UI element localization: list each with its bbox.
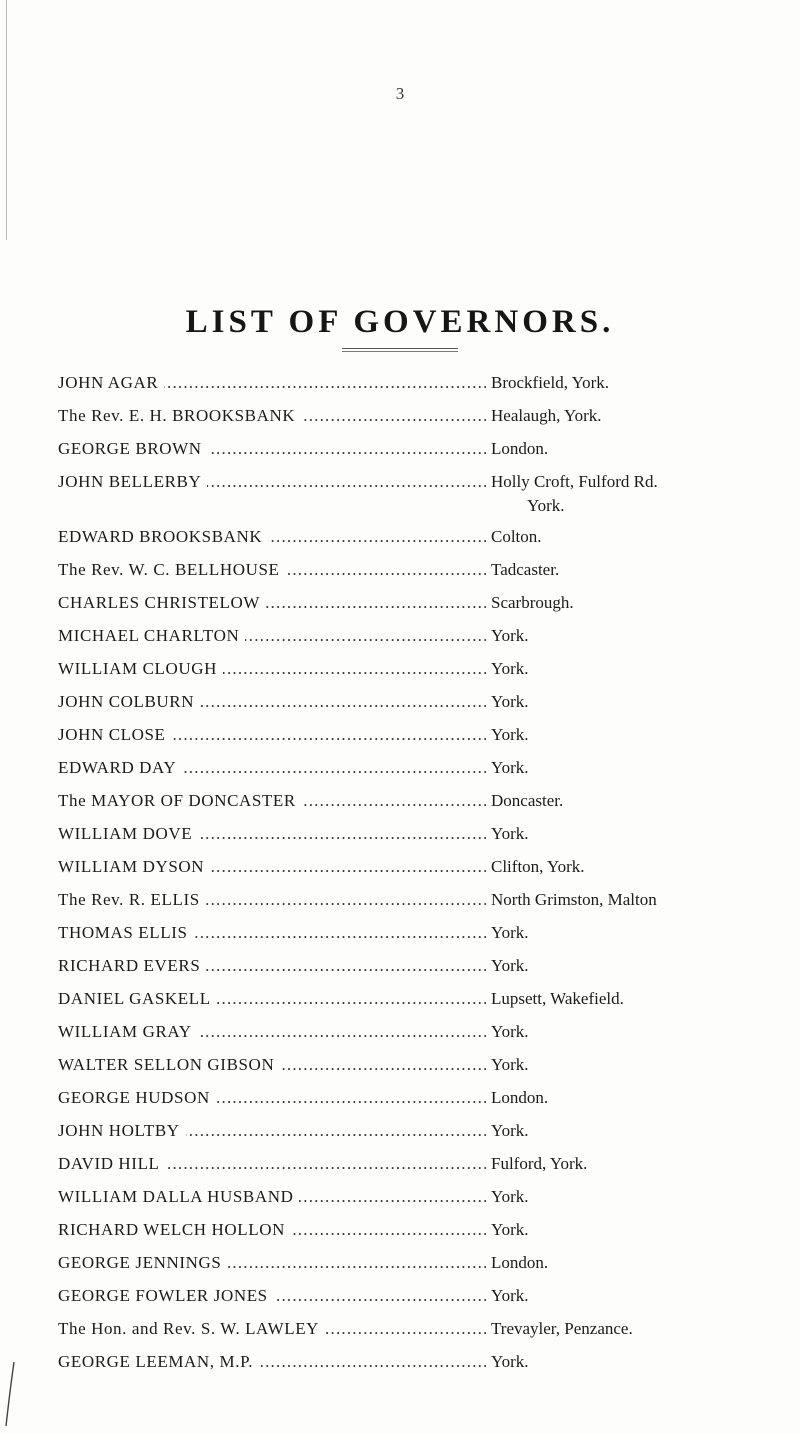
governor-place: Scarbrough. [491,593,574,612]
list-item [0,525,800,558]
title-rule [342,348,458,349]
governor-name: WILLIAM DALLA HUSBAND ..... [58,1185,486,1209]
governor-name: WILLIAM CLOUGH ..... [58,657,486,681]
governor-name: RICHARD WELCH HOLLON ..... [58,1218,486,1242]
governor-name: JOHN CLOSE ..... [58,723,486,747]
governor-name: MICHAEL CHARLTON ..... [58,624,486,648]
list-item [0,1350,800,1383]
governor-place: Fulford, York. [491,1154,588,1173]
list-item [0,954,800,987]
list-item [0,1284,800,1317]
governor-place: York. [491,1022,529,1041]
governor-place: York. [491,626,529,645]
governor-place: York. [491,692,529,711]
governor-name: JOHN AGAR ..... [58,371,486,395]
governor-name: DAVID HILL ..... [58,1152,486,1176]
governor-name: EDWARD BROOKSBANK ..... [58,525,486,549]
list-item [0,1020,800,1053]
title-rule-lower [342,351,458,352]
governor-place: Tadcaster. [491,560,560,579]
governor-name: The Rev. R. ELLIS ..... [58,888,486,912]
list-item [0,1152,800,1185]
governor-name: CHARLES CHRISTELOW ..... [58,591,486,615]
governor-name: EDWARD DAY ..... [58,756,486,780]
governor-name: The Rev. W. C. BELLHOUSE ..... [58,558,486,582]
list-item [0,591,800,624]
governor-place: Colton. [491,527,542,546]
list-item [0,657,800,690]
governor-name: The Rev. E. H. BROOKSBANK ..... [58,404,486,428]
governor-place: Lupsett, Wakefield. [491,989,624,1008]
governor-place: Clifton, York. [491,857,585,876]
governor-name: The MAYOR OF DONCASTER ..... [58,789,486,813]
governor-place: York. [491,923,529,942]
governor-place: North Grimston, Malton [491,890,657,909]
governor-place: Holly Croft, Fulford Rd. York. [491,470,658,518]
governor-place: York. [491,1187,529,1206]
list-item [0,1053,800,1086]
list-item [0,789,800,822]
governor-name: RICHARD EVERS ..... [58,954,486,978]
governor-name: GEORGE JENNINGS ..... [58,1251,486,1275]
list-item [0,1086,800,1119]
governor-place: York. [491,758,529,777]
governor-name: The Hon. and Rev. S. W. LAWLEY ..... [58,1317,486,1341]
list-item [0,855,800,888]
list-item [0,1218,800,1251]
governor-place: York. [491,1055,529,1074]
governors-list [0,371,800,1383]
page-title: LIST OF GOVERNORS. [185,304,615,340]
governor-name: GEORGE BROWN ..... [58,437,486,461]
governor-place: London. [491,1088,549,1107]
governor-place: Brockfield, York. [491,373,610,392]
governor-place-line2: York. [527,496,565,515]
governor-place: Doncaster. [491,791,564,810]
governor-place: York. [491,824,529,843]
list-item [0,756,800,789]
governor-place: Healaugh, York. [491,406,602,425]
list-item [0,690,800,723]
list-item [0,558,800,591]
governor-name: WILLIAM GRAY ..... [58,1020,486,1044]
list-item [0,624,800,657]
governor-name: THOMAS ELLIS ..... [58,921,486,945]
governor-name: DANIEL GASKELL ..... [58,987,486,1011]
governor-place: York. [491,1286,529,1305]
list-item [0,437,800,470]
list-item [0,1317,800,1350]
page-edge-line [6,0,7,240]
pencil-mark [0,1360,30,1430]
governor-name: WILLIAM DYSON ..... [58,855,486,879]
list-item [0,921,800,954]
governor-name: WALTER SELLON GIBSON ..... [58,1053,486,1077]
governor-name: JOHN BELLERBY ..... [58,470,486,494]
governor-name: GEORGE HUDSON ..... [58,1086,486,1110]
list-item [0,1119,800,1152]
governor-place: Trevayler, Penzance. [491,1319,633,1338]
list-item [0,470,800,525]
list-item [0,1251,800,1284]
governor-place: London. [491,439,549,458]
governor-place: London. [491,1253,549,1272]
list-item [0,987,800,1020]
list-item [0,371,800,404]
list-item [0,723,800,756]
governor-name: GEORGE FOWLER JONES ..... [58,1284,486,1308]
governor-place: York. [491,1220,529,1239]
governor-place: York. [491,1352,529,1371]
governor-place: York. [491,1121,529,1140]
page-number: 3 [395,84,405,103]
governor-place: York. [491,725,529,744]
governor-name: GEORGE LEEMAN, M.P. ..... [58,1350,486,1374]
list-item [0,888,800,921]
governor-name: WILLIAM DOVE ..... [58,822,486,846]
governor-place: York. [491,659,529,678]
governor-name: JOHN COLBURN ..... [58,690,486,714]
governor-name: JOHN HOLTBY ..... [58,1119,486,1143]
list-item [0,404,800,437]
list-item [0,1185,800,1218]
list-item [0,822,800,855]
governor-place: York. [491,956,529,975]
